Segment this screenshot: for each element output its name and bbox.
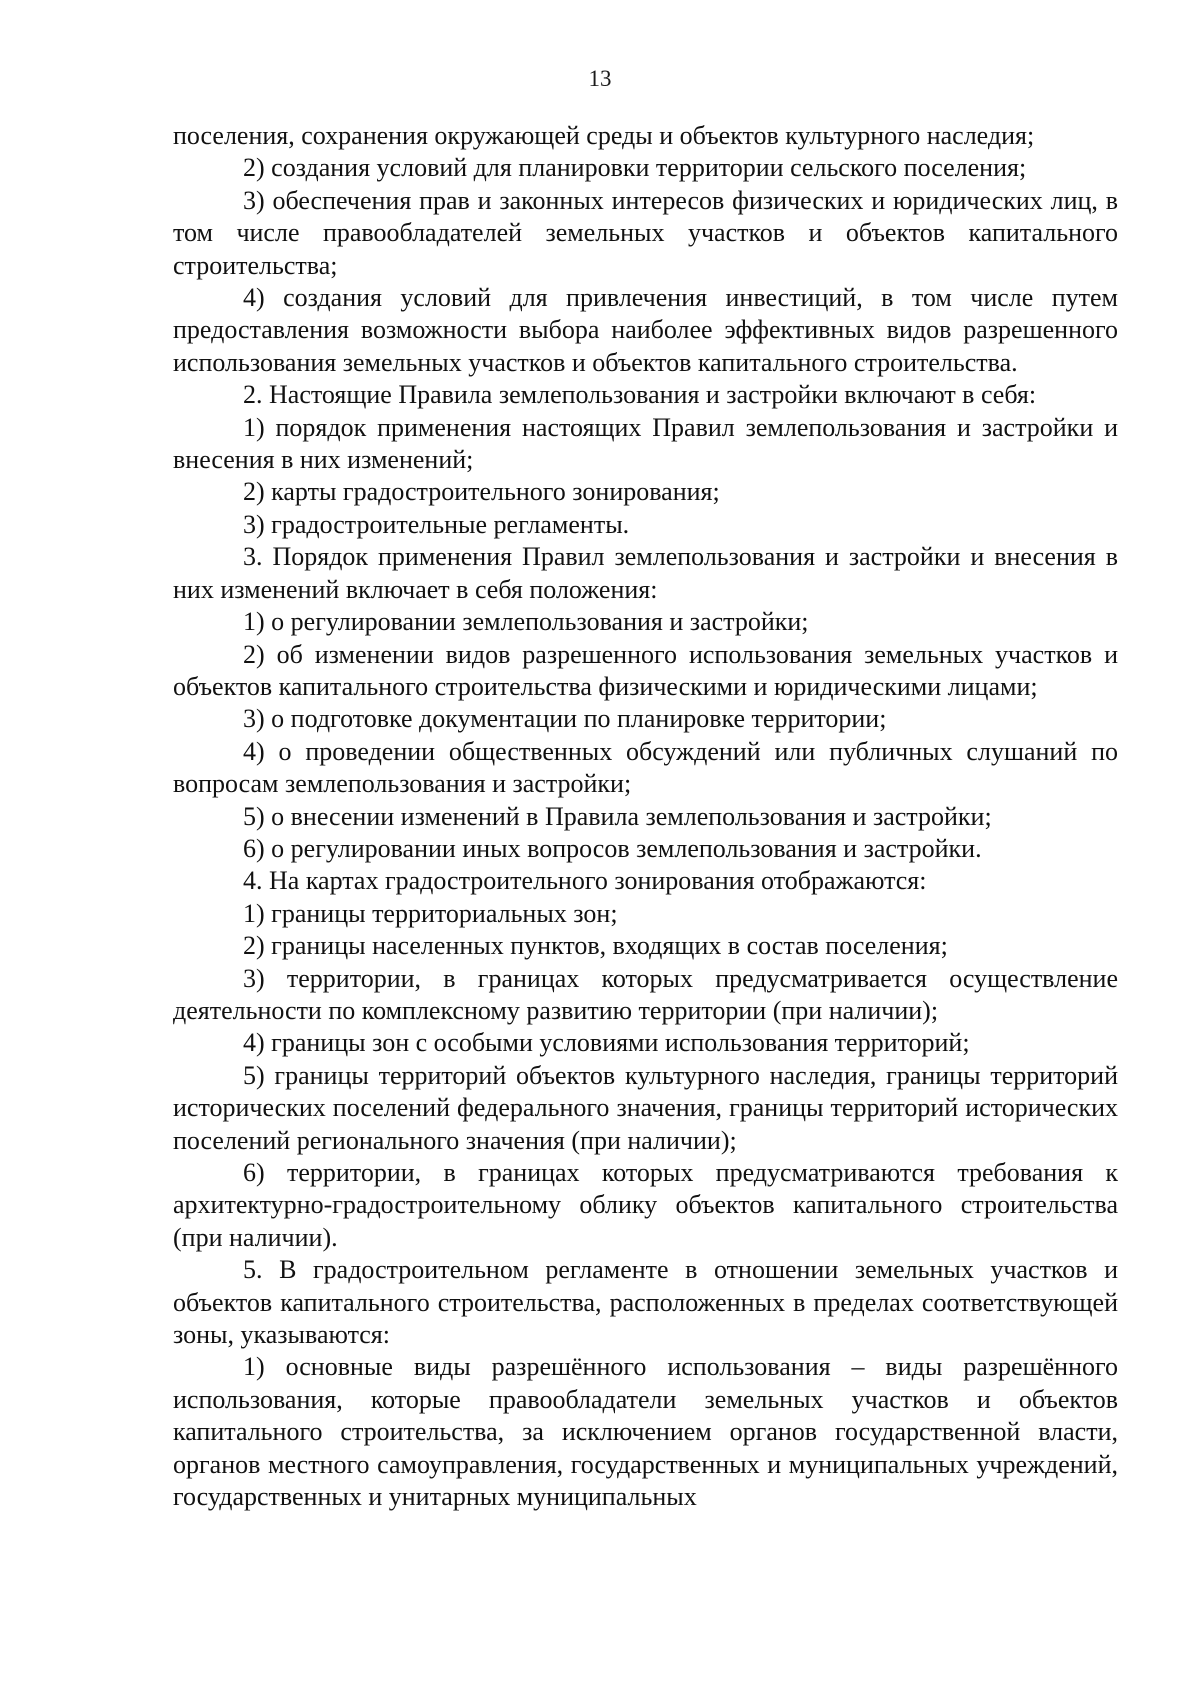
paragraph: поселения, сохранения окружающей среды и объектов культурного наследия; <box>173 121 1035 150</box>
paragraph: 2) об изменении видов разрешенного использования земельных участков и объектов капитального строительства физическими и юридическими лицами; <box>173 639 1118 701</box>
paragraph: 6) территории, в границах которых предусматриваются требования к архитектурно-градостроительному облику объектов капитального строительства (при наличии). <box>173 1158 1118 1252</box>
paragraph: 1) границы территориальных зон; <box>243 898 618 928</box>
paragraph: 4) создания условий для привлечения инвестиций, в том числе путем предоставления возможности выбора наиболее эффективных видов разрешенного использования земельных участков и объектов капитального строительства. <box>173 283 1118 377</box>
paragraph: 3) о подготовке документации по планировке территории; <box>243 704 887 734</box>
paragraph: 2) карты градостроительного зонирования; <box>243 477 720 507</box>
paragraph: 4. На картах градостроительного зонирования отображаются: <box>243 866 927 896</box>
paragraph: 6) о регулировании иных вопросов землепользования и застройки. <box>243 833 982 863</box>
paragraph: 3) территории, в границах которых предусматривается осуществление деятельности по комплексному развитию территории (при наличии); <box>173 963 1118 1025</box>
paragraph: 2) границы населенных пунктов, входящих в состав поселения; <box>243 931 948 961</box>
paragraph: 1) основные виды разрешённого использования – виды разрешённого использования, которые правообладатели земельных участков и объектов капитального строительства, за исключением органов государственной власти, органов местного самоуправления, государственных и муниципальных учреждений, государственных и унитарных муниципальных <box>173 1352 1118 1512</box>
paragraph: 5. В градостроительном регламенте в отношении земельных участков и объектов капитального строительства, расположенных в пределах соответствующей зоны, указываются: <box>173 1255 1118 1350</box>
paragraph: 4) границы зон с особыми условиями использования территорий; <box>243 1028 970 1058</box>
paragraph: 1) порядок применения настоящих Правил землепользования и застройки и внесения в них изменений; <box>173 412 1118 475</box>
paragraph: 2. Настоящие Правила землепользования и застройки включают в себя: <box>243 380 1037 410</box>
paragraph: 3. Порядок применения Правил землепользования и застройки и внесения в них изменений включает в себя положения: <box>173 542 1118 604</box>
paragraph: 5) о внесении изменений в Правила землепользования и застройки; <box>243 801 992 831</box>
paragraph: 3) обеспечения прав и законных интересов физических и юридических лиц, в том числе правообладателей земельных участков и объектов капитального строительства; <box>173 185 1118 280</box>
page-number: 13 <box>588 66 612 91</box>
paragraph: 1) о регулировании землепользования и застройки; <box>243 607 809 637</box>
document-body <box>173 120 1118 1513</box>
paragraph: 5) границы территорий объектов культурного наследия, границы территорий исторических поселений федерального значения, границы территорий исторических поселений регионального значения (при наличии); <box>173 1060 1118 1155</box>
paragraph: 3) градостроительные регламенты. <box>243 509 630 539</box>
paragraph: 4) о проведении общественных обсуждений или публичных слушаний по вопросам землепользования и застройки; <box>173 736 1118 799</box>
paragraph: 2) создания условий для планировки территории сельского поселения; <box>243 153 1027 183</box>
